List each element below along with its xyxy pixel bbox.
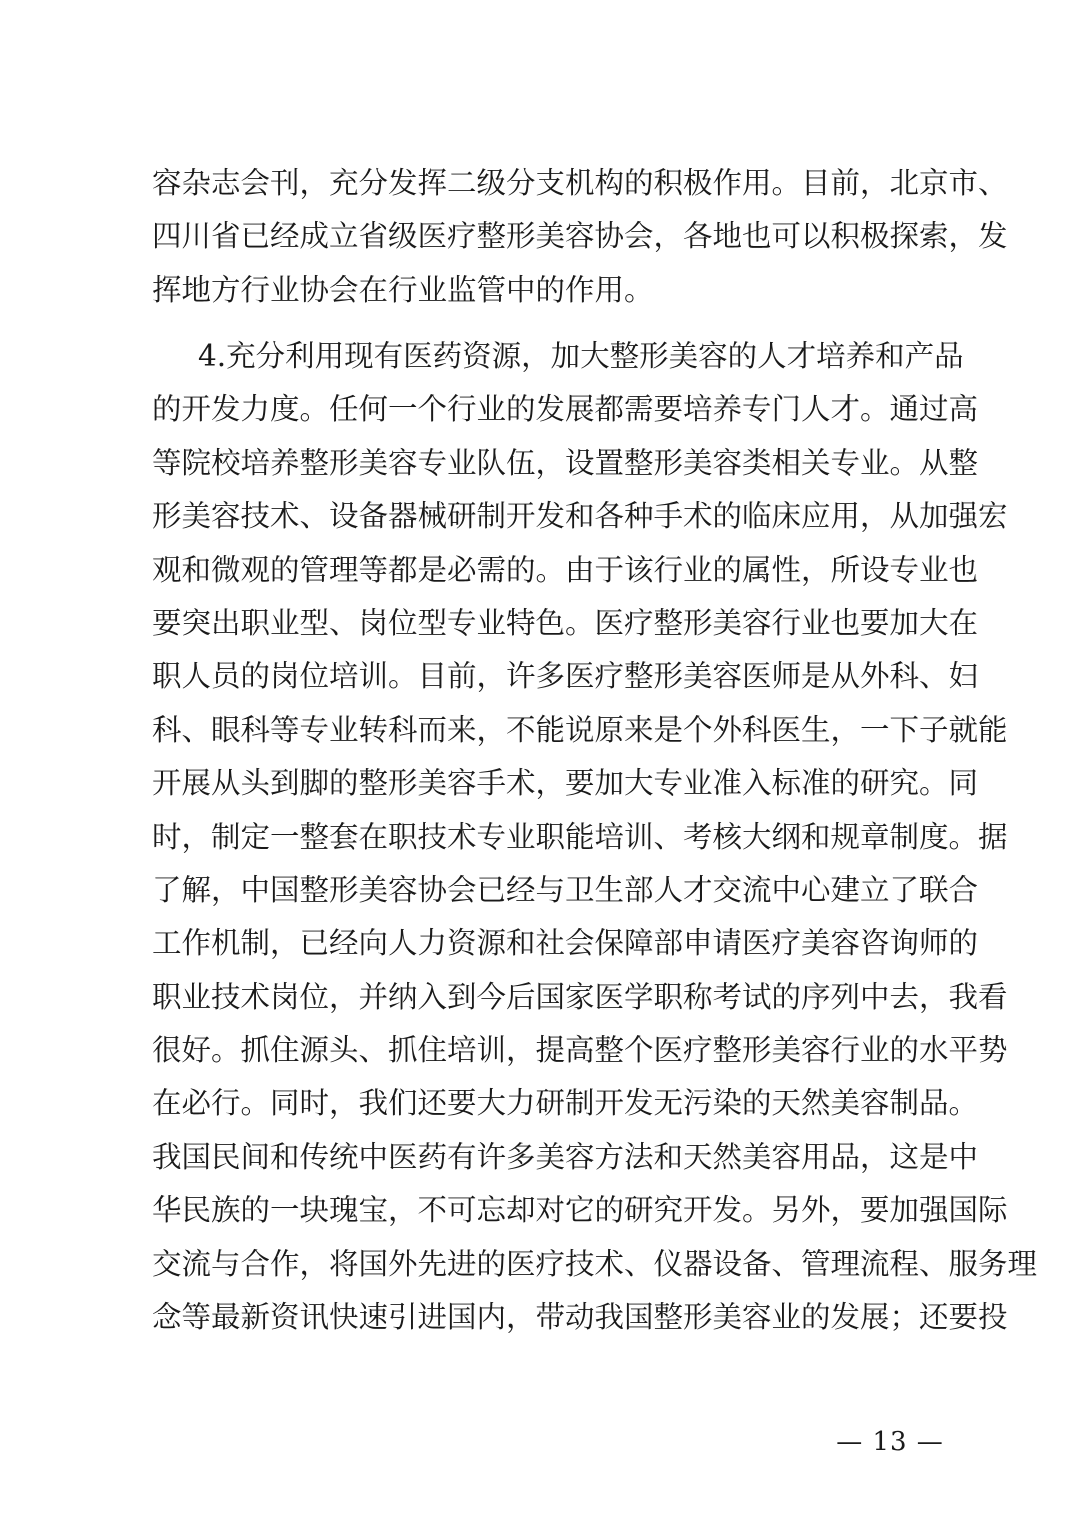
text-line: 开展从头到脚的整形美容手术，要加大专业准入标准的研究。同	[152, 766, 979, 801]
text-line: 很好。抓住源头、抓住培训，提高整个医疗整形美容行业的水平势	[152, 1033, 1008, 1068]
text-line: 4.充分利用现有医药资源，加大整形美容的人才培养和产品	[198, 339, 964, 373]
text-line: 在必行。同时，我们还要大力研制开发无污染的天然美容制品。	[152, 1086, 979, 1121]
paragraph-item-4	[152, 330, 1038, 1344]
text-line: 观和微观的管理等都是必需的。由于该行业的属性，所设专业也	[152, 552, 979, 587]
page-number: — 13 —	[836, 1427, 944, 1457]
text-line: 我国民间和传统中医药有许多美容方法和天然美容用品，这是中	[152, 1139, 979, 1174]
text-line: 念等最新资讯快速引进国内，带动我国整形美容业的发展；还要投	[152, 1300, 1008, 1335]
text-line: 时，制定一整套在职技术专业职能培训、考核大纲和规章制度。据	[152, 819, 1008, 854]
text-line: 挥地方行业协会在行业监管中的作用。	[152, 272, 654, 307]
text-line: 的开发力度。任何一个行业的发展都需要培养专门人才。通过高	[152, 392, 979, 427]
text-line: 科、眼科等专业转科而来，不能说原来是个外科医生，一下子就能	[152, 712, 1008, 747]
text-line: 了解，中国整形美容协会已经与卫生部人才交流中心建立了联合	[152, 872, 979, 907]
paragraph-continuation	[152, 157, 1008, 317]
text-line: 职业技术岗位，并纳入到今后国家医学职称考试的序列中去，我看	[152, 979, 1008, 1014]
text-line: 华民族的一块瑰宝，不可忘却对它的研究开发。另外，要加强国际	[152, 1193, 1008, 1228]
text-line: 交流与合作，将国外先进的医疗技术、仪器设备、管理流程、服务理	[152, 1246, 1038, 1281]
text-line: 等院校培养整形美容专业队伍，设置整形美容类相关专业。从整	[152, 445, 979, 480]
text-line: 形美容技术、设备器械研制开发和各种手术的临床应用，从加强宏	[152, 499, 1008, 534]
text-line: 要突出职业型、岗位型专业特色。医疗整形美容行业也要加大在	[152, 605, 979, 640]
text-line: 四川省已经成立省级医疗整形美容协会，各地也可以积极探索，发	[152, 219, 1008, 254]
text-line: 工作机制，已经向人力资源和社会保障部申请医疗美容咨询师的	[152, 926, 979, 961]
text-line: 职人员的岗位培训。目前，许多医疗整形美容医师是从外科、妇	[152, 659, 979, 694]
text-line: 容杂志会刊，充分发挥二级分支机构的积极作用。目前，北京市、	[152, 166, 1008, 200]
